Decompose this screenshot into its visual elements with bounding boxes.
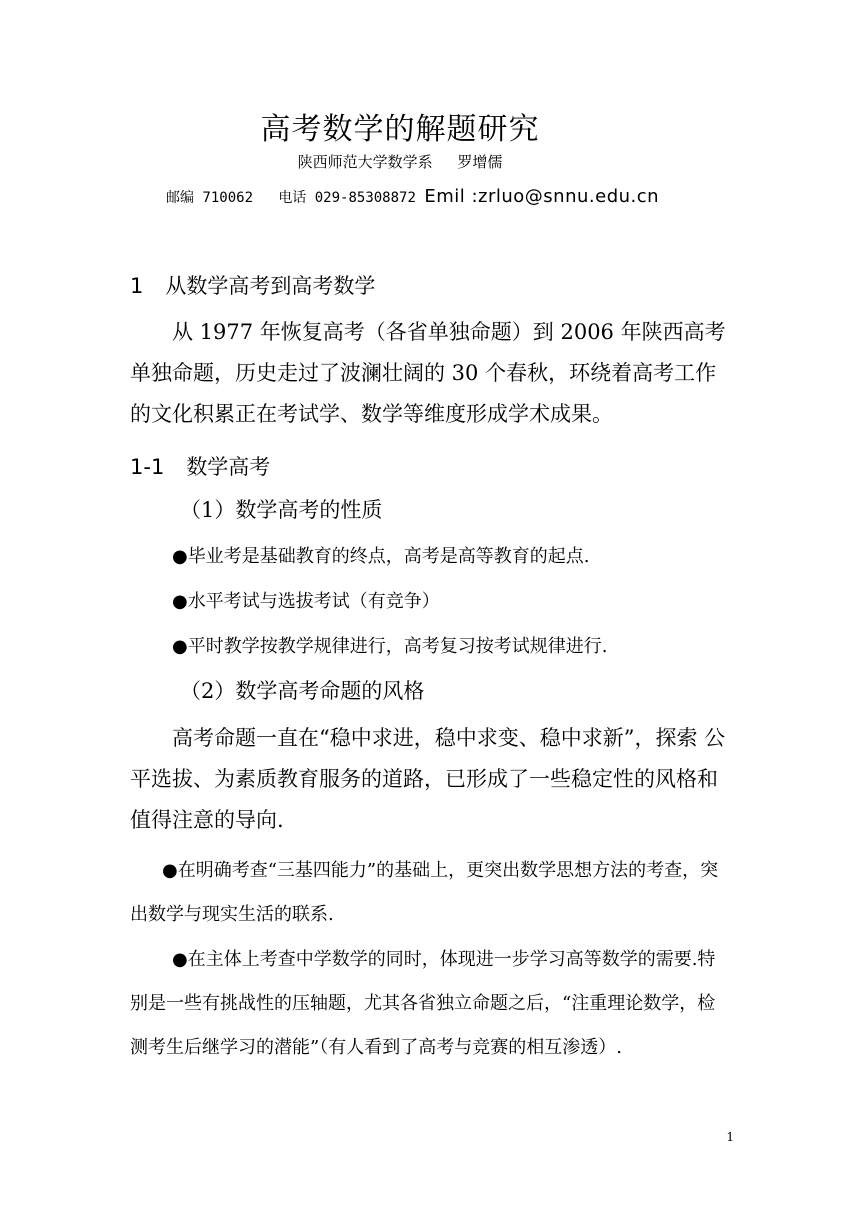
department: 陕西师范大学数学系 — [297, 153, 433, 171]
sub-heading-nature: （1）数学高考的性质 — [180, 498, 383, 522]
email: Emil :zrluo@snnu.edu.cn — [424, 186, 660, 207]
subsection-heading — [130, 451, 270, 481]
sub-heading-style: （2）数学高考命题的风格 — [180, 679, 425, 703]
phone: 电话 029-85308872 — [278, 190, 416, 206]
page-title: 高考数学的解题研究 — [260, 112, 540, 147]
bullet-item: ●水平考试与选拔考试（有竞争） — [172, 591, 440, 612]
contact-line — [166, 186, 659, 207]
author: 罗增儒 — [457, 153, 503, 171]
bullet-item: ●平时教学按教学规律进行，高考复习按考试规律进行. — [172, 636, 608, 657]
postcode: 邮编 710062 — [166, 190, 254, 206]
section-number: 1 — [130, 274, 144, 298]
bullet-paragraph: ●在主体上考查中学数学的同时，体现进一步学习高等数学的需要.特别是一些有挑战性的压轴题，尤其各省独立命题之后，“注重理论数学，检测考生后继学习的潜能”（有人看到了高考与竞赛的相互渗透）. — [130, 949, 716, 1058]
style-paragraph: 高考命题一直在“稳中求进，稳中求变、稳中求新”，探索 公平选拔、为素质教育服务的道路，已形成了一些稳定性的风格和值得注意的导向. — [130, 726, 726, 832]
section-heading — [130, 270, 375, 300]
intro-paragraph: 从 1977 年恢复高考（各省单独命题）到 2006 年陕西高考单独命题，历史走过了波澜壮阔的 30 个春秋，环绕着高考工作的文化积累正在考试学、数学等维度形成学术成果。 — [130, 320, 726, 426]
subsection-title: 数学高考 — [186, 455, 271, 479]
affiliation — [0, 151, 800, 172]
subsection-number: 1-1 — [130, 455, 165, 479]
bullet-item: ●毕业考是基础教育的终点，高考是高等教育的起点. — [172, 546, 590, 567]
page-number: 1 — [726, 1130, 734, 1144]
bullet-paragraph: ●在明确考查“三基四能力”的基础上，更突出数学思想方法的考查，突出数学与现实生活的联系. — [130, 860, 719, 925]
section-title: 从数学高考到高考数学 — [165, 274, 376, 298]
